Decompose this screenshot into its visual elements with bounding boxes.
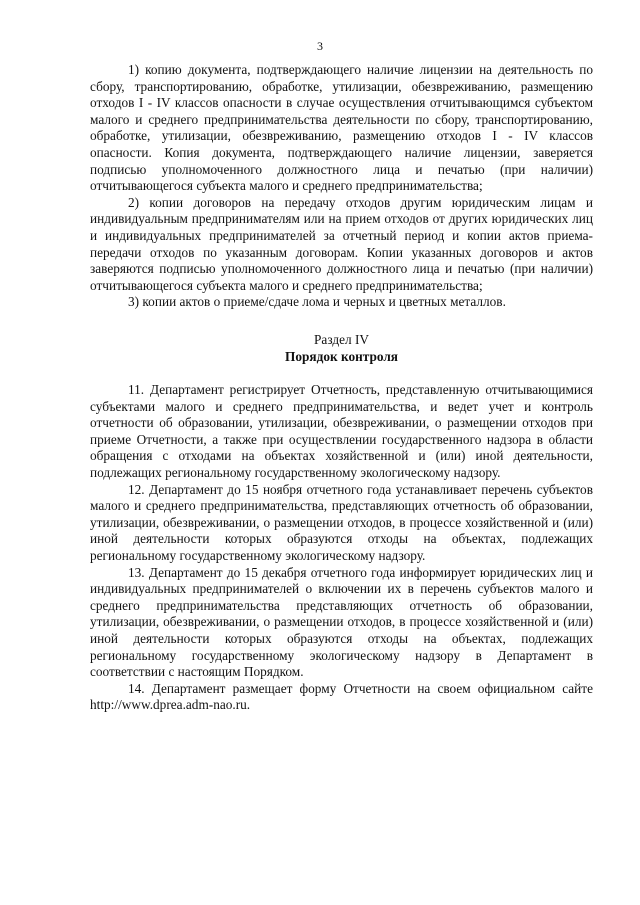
clause-11: 11. Департамент регистрирует Отчетность, представленную отчитывающимися субъектами малого и среднего предпринимательства, и ведет учет и контроль отчетности об образовании, утилизации, обезвреживании, о размещении отходов при приеме Отчетности, а также при осуществлении государственного надзора в области обращения с отходами на объектах хозяйственной и (или) иной деятельности, подлежащих региональному государственному экологическому надзору. [90, 382, 593, 481]
list-item-1: 1) копию документа, подтверждающего наличие лицензии на деятельность по сбору, транспортированию, обработке, утилизации, обезвреживанию, размещению отходов I - IV классов опасности в случае осуществления отчитывающимся субъектом малого и среднего предпринимательства деятельности по сбору, транспортированию, обработке, утилизации, обезвреживанию, размещению отходов I - IV классов опасности. Копия документа, подтверждающего наличие лицензии, заверяется подписью уполномоченного должностного лица и печатью (при наличии) отчитывающегося субъекта малого и среднего предпринимательства; [90, 62, 593, 194]
list-item-2: 2) копии договоров на передачу отходов другим юридическим лицам и индивидуальным предпринимателям или на прием отходов от других юридических лиц и индивидуальных предпринимателей за отчетный период и копии актов приема-передачи отходов по указанным договорам. Копии указанных договоров и актов заверяются подписью уполномоченного должностного лица и печатью (при наличии) отчитывающегося субъекта малого и среднего предпринимательства; [90, 194, 593, 293]
section-heading [90, 332, 593, 365]
clause-13: 13. Департамент до 15 декабря отчетного года информирует юридических лиц и индивидуальных предпринимателей о включении их в перечень субъектов малого и среднего предпринимательства представляющих отчетность об образовании, утилизации, обезвреживании, о размещении отходов, в процессе хозяйственной и (или) иной деятельности которых образуются отходы на объектах, подлежащих региональному государственному экологическому надзору в Департамент в соответствии с настоящим Порядком. [90, 564, 593, 680]
document-body [90, 62, 593, 714]
list-item-3: 3) копии актов о приеме/сдаче лома и черных и цветных металлов. [128, 294, 506, 310]
page-number: 3 [317, 39, 323, 53]
clause-14: 14. Департамент размещает форму Отчетности на своем официальном сайте http://www.dprea.adm-nao.ru. [90, 680, 593, 713]
section-number: Раздел IV [314, 331, 369, 347]
clause-12: 12. Департамент до 15 ноября отчетного года устанавливает перечень субъектов малого и среднего предпринимательства, представляющих отчетность об образовании, утилизации, обезвреживании, о размещении отходов, в процессе хозяйственной и (или) иной деятельности которых образуются отходы на объектах, подлежащих региональному государственному экологическому надзору. [90, 481, 593, 564]
section-title: Порядок контроля [285, 348, 398, 364]
